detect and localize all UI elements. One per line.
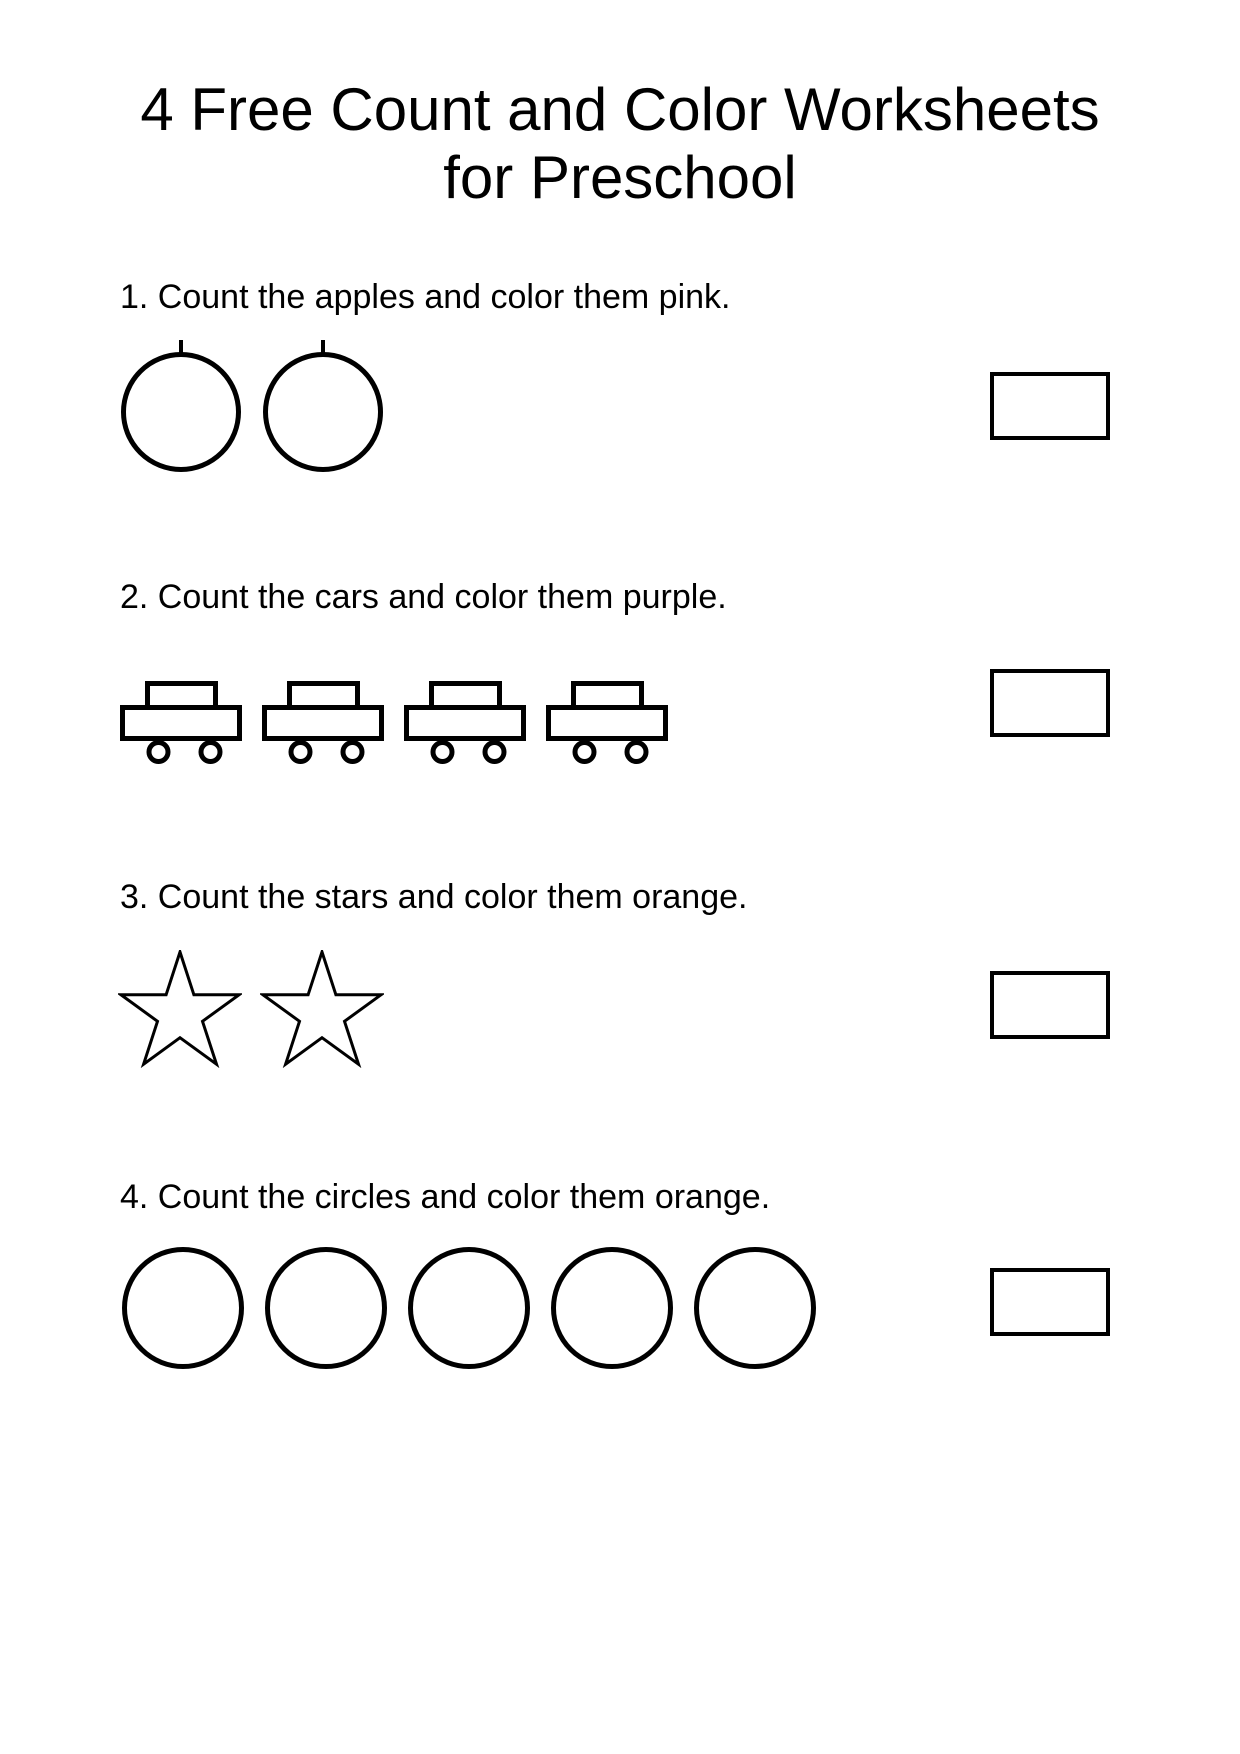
car-shape xyxy=(262,681,384,767)
circle-row xyxy=(122,1247,816,1369)
car-shape xyxy=(546,681,668,767)
star-shape xyxy=(260,950,384,1068)
star-row xyxy=(118,950,384,1068)
circle-shape xyxy=(265,1247,387,1369)
car-wheel xyxy=(201,743,220,762)
car-shape xyxy=(404,681,526,767)
circle-outline xyxy=(697,1250,814,1367)
car-wheel xyxy=(149,743,168,762)
apple-body xyxy=(124,355,239,470)
car-body xyxy=(265,708,382,739)
apple-shape xyxy=(120,340,242,472)
car-wheel xyxy=(485,743,504,762)
car-wheel xyxy=(627,743,646,762)
title-line-2: for Preschool xyxy=(443,144,797,211)
car-cabin xyxy=(148,684,216,708)
circle-shape xyxy=(694,1247,816,1369)
page-title xyxy=(0,76,1240,212)
star-outline xyxy=(263,952,381,1064)
answer-box-3 xyxy=(990,971,1110,1039)
car-cabin xyxy=(290,684,358,708)
car-body xyxy=(549,708,666,739)
star-shape xyxy=(118,950,242,1068)
star-outline xyxy=(121,952,239,1064)
apple-body xyxy=(266,355,381,470)
circle-shape xyxy=(122,1247,244,1369)
car-wheel xyxy=(291,743,310,762)
circle-outline xyxy=(411,1250,528,1367)
car-row xyxy=(120,681,668,767)
car-wheel xyxy=(433,743,452,762)
apple-row xyxy=(120,340,384,472)
apple-shape xyxy=(262,340,384,472)
question-4-text: 4. Count the circles and color them orange. xyxy=(120,1178,771,1216)
circle-outline xyxy=(268,1250,385,1367)
question-1-text: 1. Count the apples and color them pink. xyxy=(120,278,731,316)
question-3-text: 3. Count the stars and color them orange. xyxy=(120,878,748,916)
car-cabin xyxy=(574,684,642,708)
circle-shape xyxy=(408,1247,530,1369)
car-body xyxy=(407,708,524,739)
answer-box-4 xyxy=(990,1268,1110,1336)
car-wheel xyxy=(343,743,362,762)
title-line-1: 4 Free Count and Color Worksheets xyxy=(140,76,1100,143)
question-2-text: 2. Count the cars and color them purple. xyxy=(120,578,727,616)
circle-outline xyxy=(125,1250,242,1367)
car-shape xyxy=(120,681,242,767)
car-wheel xyxy=(575,743,594,762)
circle-outline xyxy=(554,1250,671,1367)
answer-box-1 xyxy=(990,372,1110,440)
answer-box-2 xyxy=(990,669,1110,737)
car-cabin xyxy=(432,684,500,708)
circle-shape xyxy=(551,1247,673,1369)
car-body xyxy=(123,708,240,739)
